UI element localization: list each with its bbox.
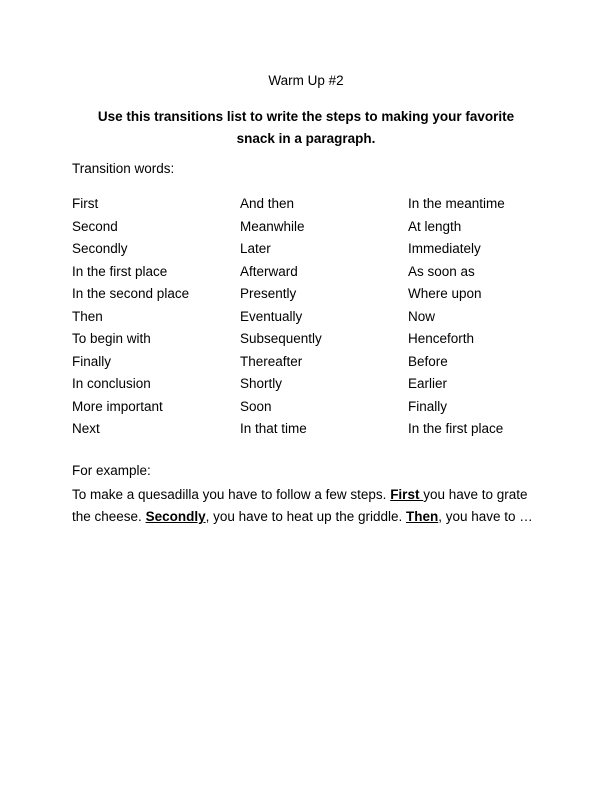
transition-word: Second [72, 218, 118, 234]
transition-word: Finally [72, 353, 112, 369]
transition-word: In the second place [72, 286, 190, 301]
transition-word: Earlier [408, 376, 448, 391]
transition-word: And then [240, 196, 295, 211]
transition-word: At length [408, 218, 462, 234]
transition-column-3 [408, 193, 505, 441]
transition-word: Soon [240, 398, 272, 414]
page-title: Warm Up #2 [268, 73, 344, 88]
transition-words-label: Transition words: [72, 161, 175, 176]
transition-column-1 [72, 193, 189, 441]
transition-word: In the first place [408, 421, 504, 436]
transition-word: As soon as [408, 263, 475, 279]
transition-word: Finally [408, 398, 448, 414]
transition-word: First [72, 196, 99, 211]
transition-word: Subsequently [240, 331, 322, 346]
example-keyword: Secondly [145, 509, 206, 524]
transition-word: Meanwhile [240, 218, 305, 234]
transition-word: In the first place [72, 263, 168, 279]
example-label: For example: [72, 463, 151, 478]
example-text: , you have to heat up the griddle. [205, 509, 406, 524]
transition-word: Henceforth [408, 331, 475, 346]
transition-word: Then [72, 308, 103, 324]
transition-word: In that time [240, 421, 307, 436]
example-keyword: Then [405, 509, 439, 524]
transition-word: In the meantime [408, 196, 505, 211]
example-keyword: First [390, 487, 424, 502]
transition-word: In conclusion [72, 376, 151, 391]
transition-word: Thereafter [240, 353, 303, 369]
transition-word: Presently [240, 286, 297, 301]
transition-word: Before [408, 353, 448, 369]
transition-word: Secondly [72, 241, 128, 256]
transition-word: Eventually [240, 308, 303, 324]
transition-word: Next [72, 421, 100, 436]
example-text: you have to grate the cheese. [72, 487, 528, 524]
transition-word: To begin with [72, 331, 151, 346]
transition-word: Later [240, 241, 271, 256]
transition-column-2 [240, 193, 322, 441]
example-text: , you have to … [438, 509, 533, 524]
instruction-line-2: snack in a paragraph. [236, 131, 376, 146]
transition-word: Immediately [408, 241, 481, 256]
transition-word: Where upon [408, 286, 482, 301]
transition-word: Afterward [240, 263, 298, 279]
transition-word: Shortly [240, 376, 283, 391]
instruction-text [80, 106, 532, 150]
example-paragraph [72, 484, 542, 528]
transition-word: More important [72, 398, 163, 414]
instruction-line-1: Use this transitions list to write the steps to making your favorite [97, 109, 515, 124]
transition-word: Now [408, 308, 436, 324]
example-text: To make a quesadilla you have to follow a few steps. [72, 487, 391, 502]
